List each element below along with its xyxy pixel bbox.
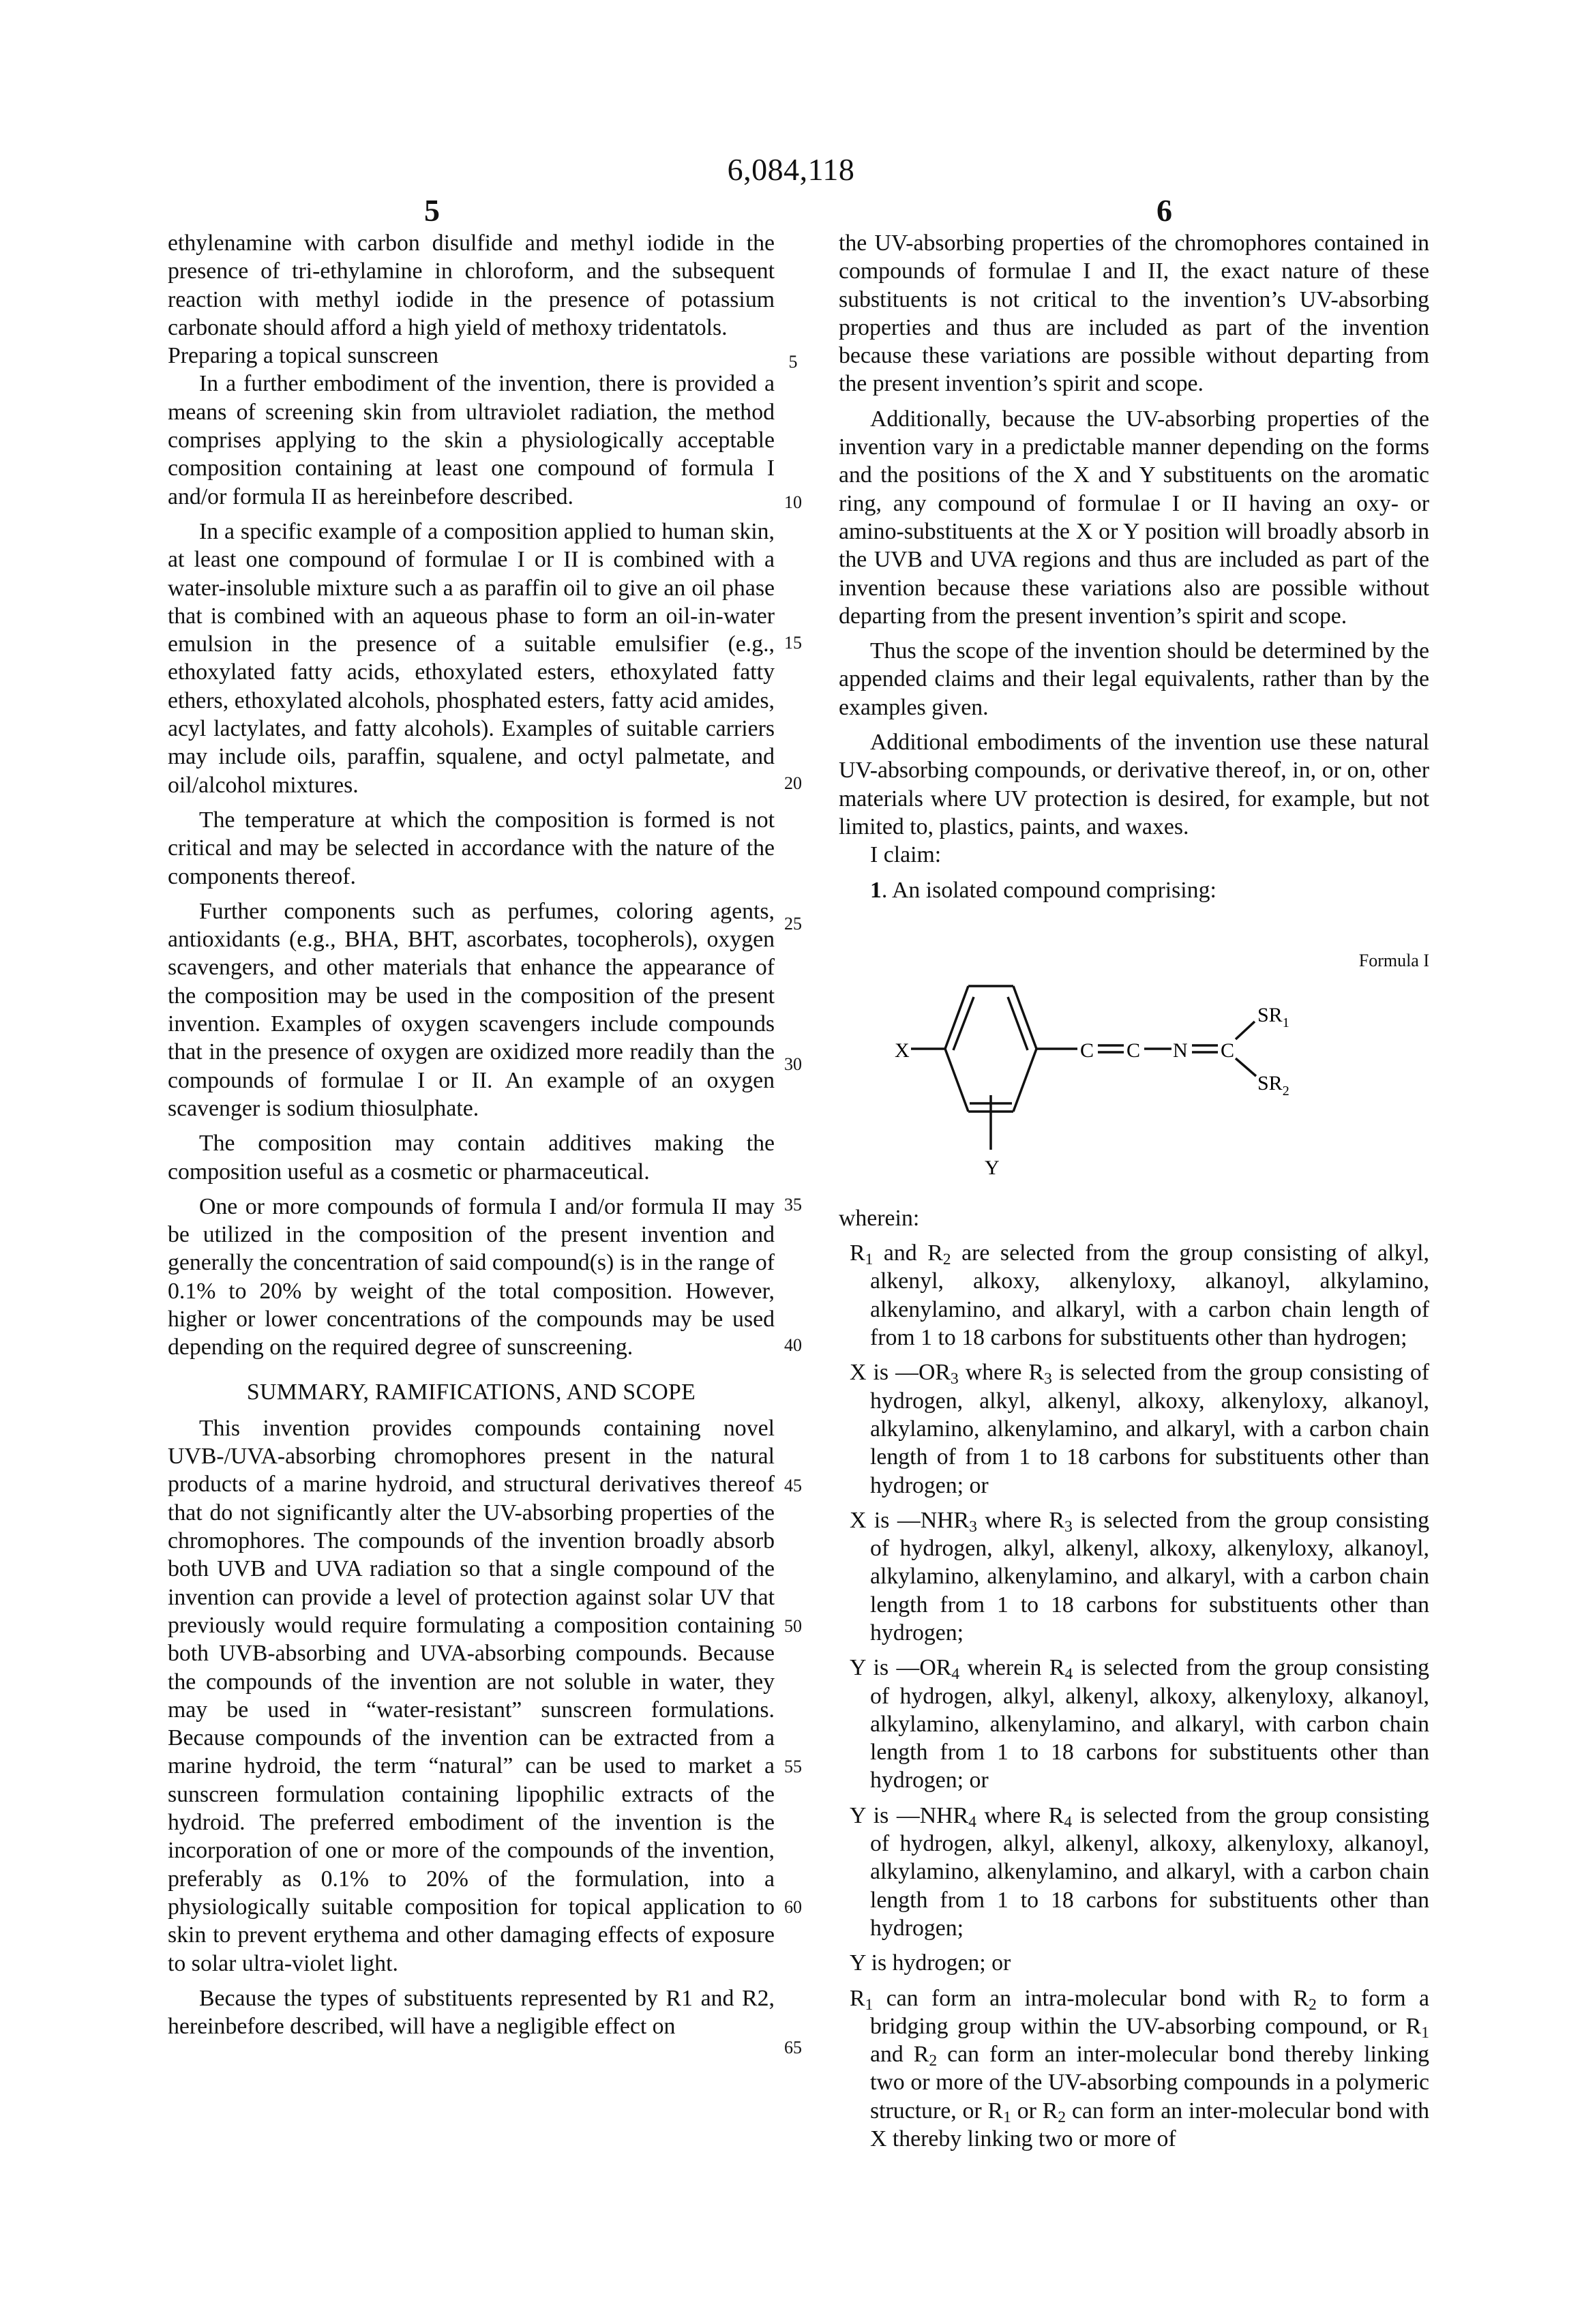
line-number: 20 [784, 773, 802, 793]
substituent-x: X [895, 1039, 910, 1062]
atom-c: C [1080, 1039, 1094, 1062]
substituent-y-label [983, 1154, 1011, 1181]
claim-element-y-nhr4: Y is $—NHR_4$ where $R_4$ is selected from the group consisting of hydrogen, alkyl, alkenyl, alkoxy, alkenyloxy, alkanoyl, alkylamino, alkenylamino, and alkaryl, with a carbon chain length from 1 to 18 carbons for substituents other than hydrogen; [850, 1802, 1429, 1941]
claim-element-y-or4: Y is $—OR_4$ wherein $R_4$ is selected from the group consisting of hydrogen, alkyl, alkenyl, alkoxy, alkenyloxy, alkanoyl, alkylamino, alkenylamino, and alkaryl, with carbon chain length from 1 to 18 carbons for substituents other than hydrogen; or [850, 1655, 1429, 1793]
paragraph: One or more compounds of formula I and/or formula II may be utilized in the composition of the present invention and generally the concentration of said compound(s) is in the range of 0.1% to 20% by weight of the total composition. However, higher or lower concentrations of the compounds may be used depending on the required degree of sunscreening. [168, 1193, 775, 1360]
svg-text:Y: Y [985, 1156, 1000, 1179]
claim-element-y-hydrogen: Y is hydrogen; or [850, 1950, 1011, 1976]
line-number: 30 [784, 1054, 802, 1074]
paragraph: Further components such as perfumes, coloring agents, antioxidants (e.g., BHA, BHT, ascorbates, tocopherols), oxygen scavengers, and other materials that enhance the appearance of the composition may be used in the composition of the present invention. Examples of oxygen scavengers include compounds that in the presence of oxygen are oxidized more readily than the compounds of formulae I or II. An example of an oxygen scavenger is sodium thiosulphate. [168, 898, 775, 1121]
line-number: 40 [784, 1335, 802, 1355]
line-number: 15 [784, 633, 802, 653]
left-column [168, 229, 775, 2040]
paragraph: This invention provides compounds containing novel UVB-/UVA-absorbing chromophores present in the natural products of a marine hydroid, and structural derivatives thereof that do not significantly alter the UV-absorbing properties of the chromophores. The compounds of the invention broadly absorb both UVB and UVA radiation so that a single compound of the invention can provide a level of protection against solar UV that previously would require formulating a composition containing both UVB-absorbing and UVA-absorbing compounds. Because the compounds of the invention are not soluble in water, they may be used in “water-resistant” sunscreen formulations. Because compounds of the invention can be extracted from a marine hydroid, the term “natural” can be used to market a sunscreen formulation containing lipophilic extracts of the hydroid. The preferred embodiment of the invention is the incorporation of one or more of the compounds of the invention, preferably as 0.1% to 20% of the formulation, into a physiologically suitable composition for topical application to skin to prevent erythema and other damaging effects of exposure to solar ultra-violet light. [168, 1415, 775, 1976]
line-number: 10 [784, 492, 802, 512]
claim-text: . An isolated compound comprising: [881, 877, 1217, 903]
right-column [839, 229, 1429, 2153]
line-number: 5 [788, 352, 798, 372]
wherein: wherein: [839, 1205, 920, 1231]
line-number: 50 [784, 1616, 802, 1636]
chemical-structure-formula-i [839, 911, 1429, 1204]
line-number: 55 [784, 1757, 802, 1776]
claim-element-x-nhr3: X is $—NHR_3$ where $R_3$ is selected from the group consisting of hydrogen, alkyl, alkenyl, alkoxy, alkenyloxy, alkanoyl, alkylamino, alkenylamino, and alkaryl, with a carbon chain length from 1 to 18 carbons for substituents other than hydrogen; [850, 1507, 1429, 1645]
atom-c: C [1126, 1039, 1141, 1062]
claim-element-r1-r2: $R_1$ and $R_2$ are selected from the group consisting of alkyl, alkenyl, alkoxy, alkenyloxy, alkanoyl, alkylamino, alkenylamino, and alkaryl, with a carbon chain length of from 1 to 18 carbons for substituents other than hydrogen; [850, 1240, 1429, 1351]
atom-n: N [1173, 1039, 1188, 1062]
atom-c: C [1221, 1039, 1235, 1062]
line-number: 45 [784, 1476, 802, 1495]
paragraph: In a further embodiment of the invention, there is provided a means of screening skin from ultraviolet radiation, the method comprises applying to the skin a physiologically acceptable composition containing at least one compound of formula I and/or formula II as hereinbefore described. [168, 371, 775, 509]
structure-diagram [880, 972, 1302, 1150]
claim-element-x-or3: X is $—OR_3$ where $R_3$ is selected from the group consisting of hydrogen, alkyl, alkenyl, alkoxy, alkenyloxy, alkanoyl, alkylamino, alkenylamino, and alkaryl, with a carbon chain length of from 1 to 18 carbons for substituents other than hydrogen; or [850, 1360, 1429, 1498]
section-heading: SUMMARY, RAMIFICATIONS, AND SCOPE [246, 1379, 696, 1405]
paragraph: Thus the scope of the invention should be determined by the appended claims and their legal equivalents, rather than by the examples given. [839, 638, 1429, 720]
substituent-sr2: $SR_2$ [1257, 1071, 1289, 1099]
paragraph: the UV-absorbing properties of the chromophores contained in compounds of formulae I and II, the exact nature of these substituents is not critical to the invention’s UV-absorbing properties and thus are included as part of the invention because these variations are possible without departing from the present invention’s spirit and scope. [839, 230, 1429, 397]
claim-1 [839, 876, 1429, 904]
paragraph: Additional embodiments of the invention use these natural UV-absorbing compounds, or derivative thereof, in, or on, other materials where UV protection is desired, for example, but not limited to, plastics, paints, and waxes. [839, 730, 1429, 839]
line-number: 35 [784, 1195, 802, 1215]
paragraph: The temperature at which the composition is formed is not critical and may be selected in accordance with the nature of the components thereof. [168, 807, 775, 889]
substituent-sr1: $SR_1$ [1257, 1003, 1289, 1030]
patent-number: 6,084,118 [727, 152, 855, 187]
benzene-ring [911, 986, 1256, 1150]
line-number: 25 [784, 914, 802, 934]
claim-number: 1 [870, 877, 882, 903]
paragraph: In a specific example of a composition applied to human skin, at least one compound of formulae I or II is combined with a water-insoluble mixture such a as paraffin oil to give an oil phase that is combined with an aqueous phase to form an oil-in-water emulsion in the presence of a suitable emulsifier (e.g., ethoxylated fatty acids, ethoxylated esters, ethoxylated fatty ethers, ethoxylated alcohols, phosphated esters, fatty acid amides, acyl lactylates, and fatty alcohols). Examples of suitable carriers may include oils, paraffin, squalene, and octyl palmetate, and oil/alcohol mixtures. [168, 518, 775, 798]
formula-label: Formula I [1358, 950, 1429, 970]
claim-element-bonding: $R_1$ can form an intra-molecular bond with $R_2$ to form a bridging group within the UV-absorbing compound, or $R_1$ and $R_2$ can form an inter-molecular bond thereby linking two or more of the UV-absorbing compounds in a polymeric structure, or $R_1$ or $R_2$ can form an inter-molecular bond with X thereby linking two or more of [850, 1985, 1429, 2152]
column-number-right: 6 [1156, 193, 1172, 228]
subheading: Preparing a topical sunscreen [168, 343, 438, 369]
column-number-left: 5 [424, 193, 440, 228]
line-number: 60 [784, 1897, 802, 1917]
line-number: 65 [784, 2038, 802, 2057]
paragraph: Because the types of substituents represented by R1 and R2, hereinbefore described, will have a negligible effect on [168, 1985, 775, 2040]
claims-intro: I claim: [870, 842, 942, 868]
paragraph: The composition may contain additives making the composition useful as a cosmetic or pharmaceutical. [168, 1131, 775, 1185]
paragraph: ethylenamine with carbon disulfide and methyl iodide in the presence of tri-ethylamine in chloroform, and the subsequent reaction with methyl iodide in the presence of potassium carbonate should afford a high yield of methoxy tridentatols. [168, 230, 775, 340]
paragraph: Additionally, because the UV-absorbing properties of the invention vary in a predictable manner depending on the forms and the positions of the X and Y substituents on the aromatic ring, any compound of formulae I or II having an oxy- or amino-substituents at the X or Y position will broadly absorb in the UVB and UVA regions and thus are included as part of the invention because these variations also are possible without departing from the present invention’s spirit and scope. [839, 406, 1429, 629]
